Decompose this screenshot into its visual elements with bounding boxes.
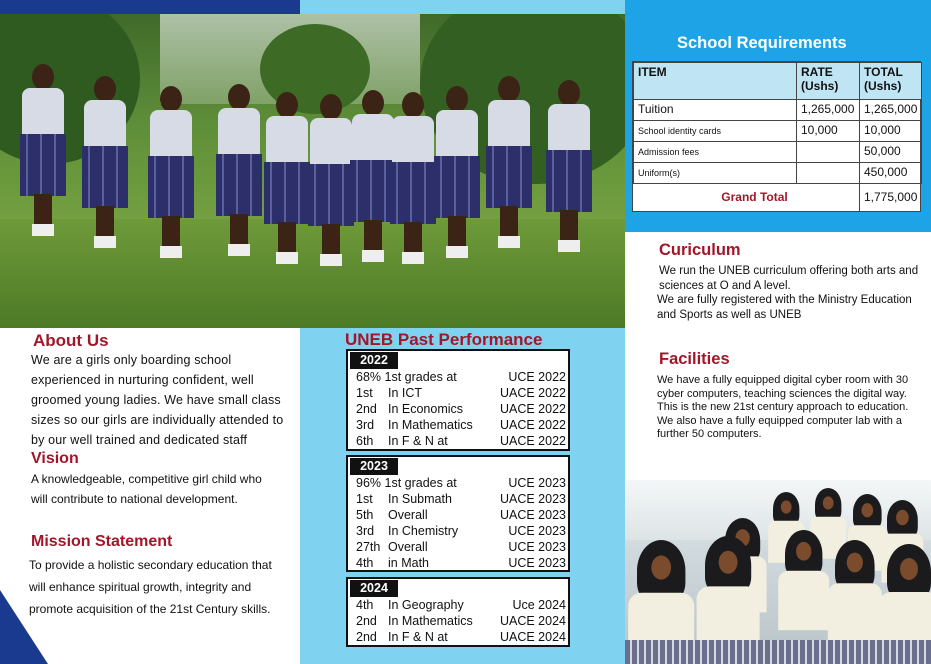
table-cell: 10,000 [796, 120, 860, 142]
about-title: About Us [33, 331, 109, 350]
table-cell: 1,265,000 [796, 99, 860, 121]
curriculum-paragraph: We are fully registered with the Ministry Education and Sports as well as UNEB [657, 294, 912, 321]
table-cell: Uniform(s) [633, 162, 797, 184]
grand-total-value: 1,775,000 [859, 183, 922, 212]
table-row: 68% 1st grades at UCE 2022 [356, 370, 566, 384]
table-cell: 450,000 [859, 162, 922, 184]
table-cell: School identity cards [633, 120, 797, 142]
table-row: 3rd In Mathematics UACE 2022 [356, 418, 566, 432]
year-badge: 2024 [350, 580, 398, 597]
table-row: 4th In Geography Uce 2024 [356, 598, 566, 612]
table-row: 96% 1st grades at UCE 2023 [356, 476, 566, 490]
table-row: 1st In ICT UACE 2022 [356, 386, 566, 400]
navy-strip [0, 0, 300, 14]
table-cell: 10,000 [859, 120, 922, 142]
facilities-title: Facilities [659, 350, 730, 368]
mission-text: To provide a holistic secondary education that will enhance spiritual growth, integrity and promote acquisition of the 21st Century skills. [29, 558, 272, 616]
column-header: TOTAL (Ushs) [859, 62, 922, 100]
curriculum-title: Curiculum [659, 241, 741, 259]
table-row: 27th Overall UCE 2023 [356, 540, 566, 554]
uneb-title: UNEB Past Performance [345, 330, 543, 349]
table-row: 2nd In F & N at UACE 2024 [356, 630, 566, 644]
table-row: 2nd In Mathematics UACE 2024 [356, 614, 566, 628]
table-row: 1st In Submath UACE 2023 [356, 492, 566, 506]
facilities-paragraph: We have a fully equipped digital cyber room with 30 cyber computers, teaching sciences the digital way. This is the new 21st century approach to education. [657, 374, 909, 413]
vision-title: Vision [31, 450, 79, 467]
students-group-photo [0, 14, 625, 328]
table-row: 6th In F & N at UACE 2022 [356, 434, 566, 448]
facilities-text [657, 374, 919, 442]
uneb-box-2023 [346, 455, 570, 572]
table-row: 4th in Math UCE 2023 [356, 556, 566, 570]
uneb-box-2022 [346, 349, 570, 451]
requirements-title: School Requirements [677, 34, 847, 52]
mission-title: Mission Statement [31, 533, 173, 550]
column-header: ITEM [633, 62, 797, 100]
table-cell [796, 162, 860, 184]
corner-triangle [0, 590, 48, 664]
column-header: RATE (Ushs) [796, 62, 860, 100]
table-cell: Admission fees [633, 141, 797, 163]
table-row: 3rd In Chemistry UCE 2023 [356, 524, 566, 538]
table-cell: 50,000 [859, 141, 922, 163]
table-row: 5th Overall UACE 2023 [356, 508, 566, 522]
year-badge: 2022 [350, 352, 398, 369]
curriculum-paragraph: We run the UNEB curriculum offering both arts and sciences at O and A level. [659, 265, 919, 292]
table-cell: 1,265,000 [859, 99, 922, 121]
computer-lab-photo [625, 480, 931, 664]
about-text: We are a girls only boarding school experienced in nurturing confident, well groomed young ladies. We have small class sizes so our girls are individually attended to by our well trained and dedicated staff [31, 353, 284, 447]
requirements-table [632, 61, 921, 212]
uneb-box-2024 [346, 577, 570, 647]
table-cell: Tuition [633, 99, 797, 121]
facilities-paragraph: We also have a fully equipped computer lab with a further 50 computers. [657, 414, 902, 440]
table-cell [796, 141, 860, 163]
table-row: 2nd In Economics UACE 2022 [356, 402, 566, 416]
vision-text: A knowledgeable, competitive girl child who will contribute to national development. [31, 472, 262, 506]
grand-total-label: Grand Total [721, 190, 788, 204]
year-badge: 2023 [350, 458, 398, 475]
curriculum-text [657, 264, 927, 322]
